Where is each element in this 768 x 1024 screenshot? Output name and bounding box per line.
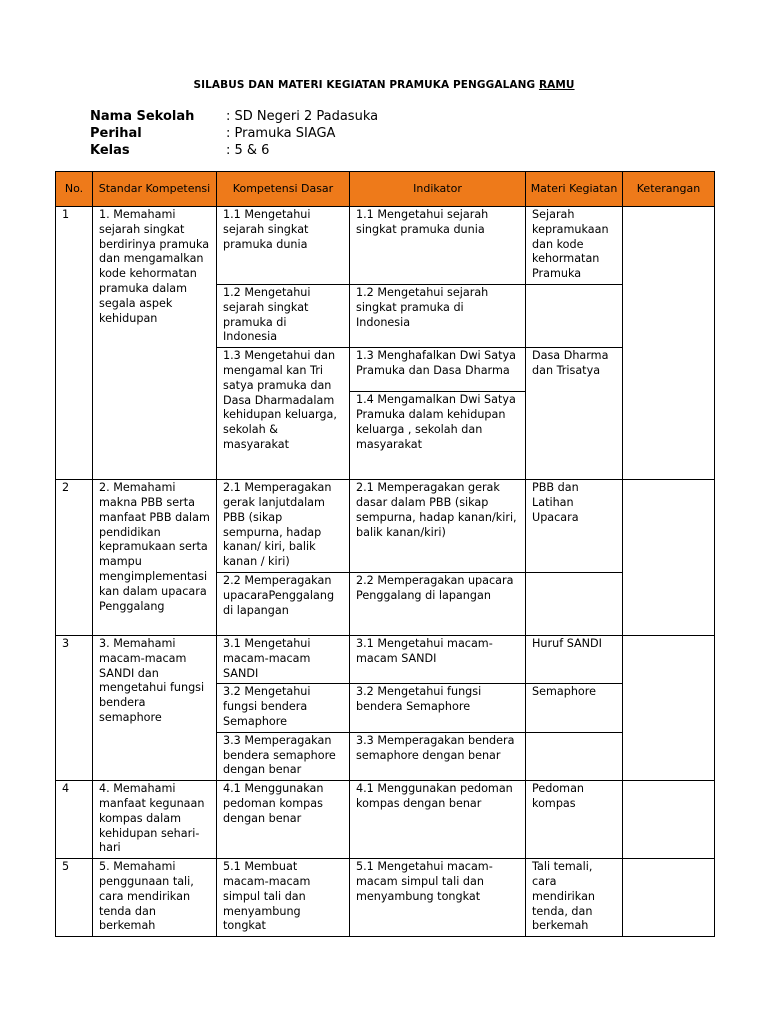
cell-kompetensi-dasar: 1.2 Mengetahui sejarah singkat pramuka di Indonesia [217,284,350,347]
header-no: No. [56,172,93,207]
cell-indikator: 1.4 Mengamalkan Dwi Satya Pramuka dalam kehidupan keluarga , sekolah dan masyarakat [350,392,526,480]
cell-no: 4 [56,781,93,859]
cell-indikator: 1.2 Mengetahui sejarah singkat pramuka di Indonesia [350,284,526,347]
cell-standar-kompetensi: 3. Memahami macam-macam SANDI dan mengetahui fungsi bendera semaphore [93,635,217,780]
cell-kompetensi-dasar: 1.3 Mengetahui dan mengamal kan Tri satya pramuka dan Dasa Dharmadalam kehidupan keluarga, sekolah & masyarakat [217,348,350,480]
cell-kompetensi-dasar: 3.2 Mengetahui fungsi bendera Semaphore [217,684,350,732]
document-title [0,79,768,91]
cell-keterangan [623,480,715,636]
cell-materi [526,732,623,780]
cell-indikator: 1.3 Menghafalkan Dwi Satya Pramuka dan Dasa Dharma [350,348,526,392]
cell-kompetensi-dasar: 2.1 Memperagakan gerak lanjutdalam PBB (sikap sempurna, hadap kanan/ kiri, balik kanan / kiri) [217,480,350,573]
syllabus-table [55,171,715,937]
cell-indikator: 5.1 Mengetahui macam-macam simpul tali dan menyambung tongkat [350,859,526,937]
header-kompetensi-dasar: Kompetensi Dasar [217,172,350,207]
cell-no: 5 [56,859,93,937]
cell-materi: Tali temali, cara mendirikan tenda, dan berkemah [526,859,623,937]
cell-standar-kompetensi: 1. Memahami sejarah singkat berdirinya pramuka dan mengamalkan kode kehormatan pramuka dalam segala aspek kehidupan [93,207,217,480]
table-row [56,781,715,859]
table-row [56,859,715,937]
cell-indikator: 3.1 Mengetahui macam-macam SANDI [350,635,526,683]
cell-keterangan [623,781,715,859]
info-value: : 5 & 6 [226,143,270,158]
cell-indikator: 3.3 Memperagakan bendera semaphore dengan benar [350,732,526,780]
cell-materi: Pedoman kompas [526,781,623,859]
info-row-kelas [90,142,378,159]
cell-materi [526,572,623,635]
cell-kompetensi-dasar: 3.3 Memperagakan bendera semaphore dengan benar [217,732,350,780]
header-standar-kompetensi: Standar Kompetensi [93,172,217,207]
cell-standar-kompetensi: 5. Memahami penggunaan tali, cara mendirikan tenda dan berkemah [93,859,217,937]
header-keterangan: Keterangan [623,172,715,207]
cell-materi [526,284,623,347]
info-label: Nama Sekolah [90,109,195,124]
cell-kompetensi-dasar: 3.1 Mengetahui macam-macam SANDI [217,635,350,683]
table-row [56,480,715,573]
info-label: Perihal [90,126,142,141]
cell-kompetensi-dasar: 5.1 Membuat macam-macam simpul tali dan menyambung tongkat [217,859,350,937]
cell-materi: Dasa Dharma dan Trisatya [526,348,623,480]
table-header-row [56,172,715,207]
cell-keterangan [623,635,715,780]
cell-materi: Huruf SANDI [526,635,623,683]
cell-materi: Sejarah kepramukaan dan kode kehormatan Pramuka [526,207,623,285]
table-row [56,635,715,683]
table-row [56,207,715,285]
cell-kompetensi-dasar: 4.1 Menggunakan pedoman kompas dengan benar [217,781,350,859]
title-text: SILABUS DAN MATERI KEGIATAN PRAMUKA PENGGALANG [193,79,539,91]
info-label: Kelas [90,143,130,158]
cell-indikator: 2.1 Memperagakan gerak dasar dalam PBB (sikap sempurna, hadap kanan/kiri, balik kanan/kiri) [350,480,526,573]
info-value: : Pramuka SIAGA [226,126,336,141]
cell-materi: Semaphore [526,684,623,732]
cell-standar-kompetensi: 4. Memahami manfaat kegunaan kompas dalam kehidupan sehari-hari [93,781,217,859]
cell-indikator: 2.2 Memperagakan upacara Penggalang di lapangan [350,572,526,635]
cell-kompetensi-dasar: 2.2 Memperagakan upacaraPenggalang di lapangan [217,572,350,635]
cell-no: 2 [56,480,93,636]
cell-kompetensi-dasar: 1.1 Mengetahui sejarah singkat pramuka dunia [217,207,350,285]
cell-keterangan [623,859,715,937]
header-materi-kegiatan: Materi Kegiatan [526,172,623,207]
info-row-school [90,108,378,125]
cell-indikator: 3.2 Mengetahui fungsi bendera Semaphore [350,684,526,732]
info-row-perihal [90,125,378,142]
title-underlined-text: RAMU [538,79,575,91]
cell-standar-kompetensi: 2. Memahami makna PBB serta manfaat PBB dalam pendidikan kepramukaan serta mampu mengimplementasi kan dalam upacara Penggalang [93,480,217,636]
header-indikator: Indikator [350,172,526,207]
cell-keterangan [623,207,715,480]
cell-indikator: 1.1 Mengetahui sejarah singkat pramuka dunia [350,207,526,285]
school-info [90,108,378,159]
cell-no: 3 [56,635,93,780]
cell-no: 1 [56,207,93,480]
cell-indikator: 4.1 Menggunakan pedoman kompas dengan benar [350,781,526,859]
cell-materi: PBB dan Latihan Upacara [526,480,623,573]
info-value: : SD Negeri 2 Padasuka [226,109,379,124]
